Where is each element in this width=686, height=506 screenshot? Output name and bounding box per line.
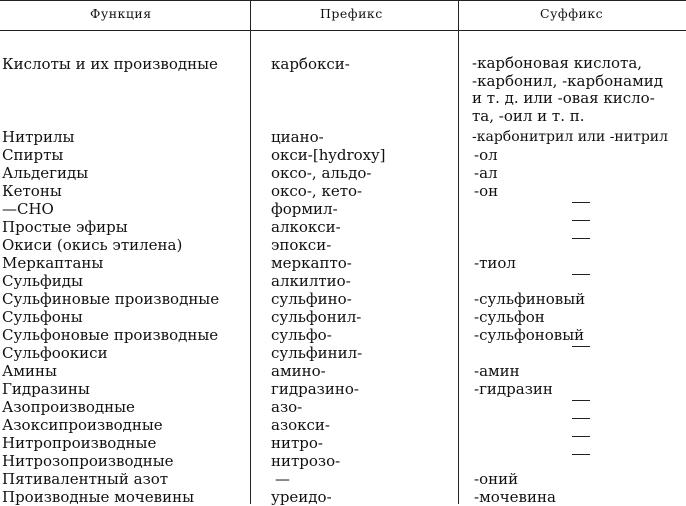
row-function: Азопроизводные — [2, 398, 135, 416]
row-prefix: нитро- — [271, 434, 323, 452]
row-prefix: азокси- — [271, 416, 330, 434]
row-function: Производные мочевины — [2, 488, 195, 506]
row-function: Простые эфиры — [2, 218, 128, 236]
row-prefix: амино- — [271, 362, 326, 380]
row-function: Кетоны — [2, 182, 62, 200]
row-suffix: -оний — [474, 470, 519, 488]
row-suffix: -ол — [474, 146, 498, 164]
row-suffix: -ал — [474, 164, 498, 182]
row-prefix: алкилтио- — [271, 272, 351, 290]
row-function: Сульфиды — [2, 272, 83, 290]
row-prefix: эпокси- — [271, 236, 332, 254]
row-suffix-dash — [572, 436, 590, 437]
row-function: Кислоты и их производные — [2, 55, 218, 73]
row-function: Нитрилы — [2, 128, 75, 146]
row-function: Сульфоны — [2, 308, 83, 326]
row-function: Пятивалентный азот — [2, 470, 169, 488]
row-suffix: -сульфиновый — [474, 290, 586, 308]
row-prefix: оксо-, кето- — [271, 182, 363, 200]
table-top-rule — [0, 0, 686, 1]
row-function: Спирты — [2, 146, 64, 164]
row-function: Азоксипроизводные — [2, 416, 163, 434]
row-suffix-dash — [572, 346, 590, 347]
row-suffix: -мочевина — [474, 488, 556, 506]
row-function: Сульфиновые производные — [2, 290, 220, 308]
row-suffix: -сульфоновый — [474, 326, 585, 344]
row-suffix-dash — [572, 418, 590, 419]
row-prefix: окси-[hydroxy] — [271, 146, 386, 164]
row-prefix: формил- — [271, 200, 338, 218]
row-suffix: -амин — [474, 362, 520, 380]
row-function: —СНО — [2, 200, 54, 218]
row-prefix: карбокси- — [271, 55, 350, 73]
row-function: Альдегиды — [2, 164, 89, 182]
row-prefix: сульфино- — [271, 290, 352, 308]
row-function: Сульфоновые производные — [2, 326, 219, 344]
row-function: Окиси (окись этилена) — [2, 236, 183, 254]
row-suffix: -карбонитрил или -нитрил — [472, 129, 669, 145]
row-prefix: алкокси- — [271, 218, 341, 236]
header-suffix: Суффикс — [540, 6, 604, 21]
row-suffix-dash — [572, 238, 590, 239]
row-prefix: азо- — [271, 398, 303, 416]
row-prefix: сульфо- — [271, 326, 332, 344]
row-suffix: -карбоновая кислота, -карбонил, -карбонамид и т. д. или -овая кисло- та, -оил и т. п. — [472, 54, 664, 125]
row-suffix-dash — [572, 454, 590, 455]
row-prefix: сульфонил- — [271, 308, 362, 326]
row-suffix: -гидразин — [474, 380, 553, 398]
row-suffix-dash — [572, 274, 590, 275]
row-function: Гидразины — [2, 380, 90, 398]
row-function: Нитропроизводные — [2, 434, 157, 452]
row-prefix: циано- — [271, 128, 324, 146]
row-prefix: уреидо- — [271, 488, 332, 506]
row-suffix-dash — [572, 400, 590, 401]
row-suffix: -сульфон — [474, 308, 545, 326]
row-prefix: — — [275, 470, 290, 488]
column-divider — [250, 0, 251, 504]
row-prefix: сульфинил- — [271, 344, 363, 362]
row-function: Сульфоокиси — [2, 344, 108, 362]
row-prefix: гидразино- — [271, 380, 359, 398]
header-bottom-rule — [0, 30, 686, 31]
row-suffix-dash — [572, 202, 590, 203]
header-function: Функция — [90, 6, 152, 21]
row-function: Амины — [2, 362, 57, 380]
row-suffix-dash — [572, 220, 590, 221]
row-prefix: меркапто- — [271, 254, 352, 272]
row-function: Нитрозопроизводные — [2, 452, 174, 470]
header-prefix: Префикс — [320, 6, 383, 21]
row-suffix: -он — [474, 182, 499, 200]
row-function: Меркаптаны — [2, 254, 104, 272]
row-suffix: -тиол — [474, 254, 516, 272]
row-prefix: оксо-, альдо- — [271, 164, 372, 182]
row-prefix: нитрозо- — [271, 452, 341, 470]
column-divider — [458, 0, 459, 504]
